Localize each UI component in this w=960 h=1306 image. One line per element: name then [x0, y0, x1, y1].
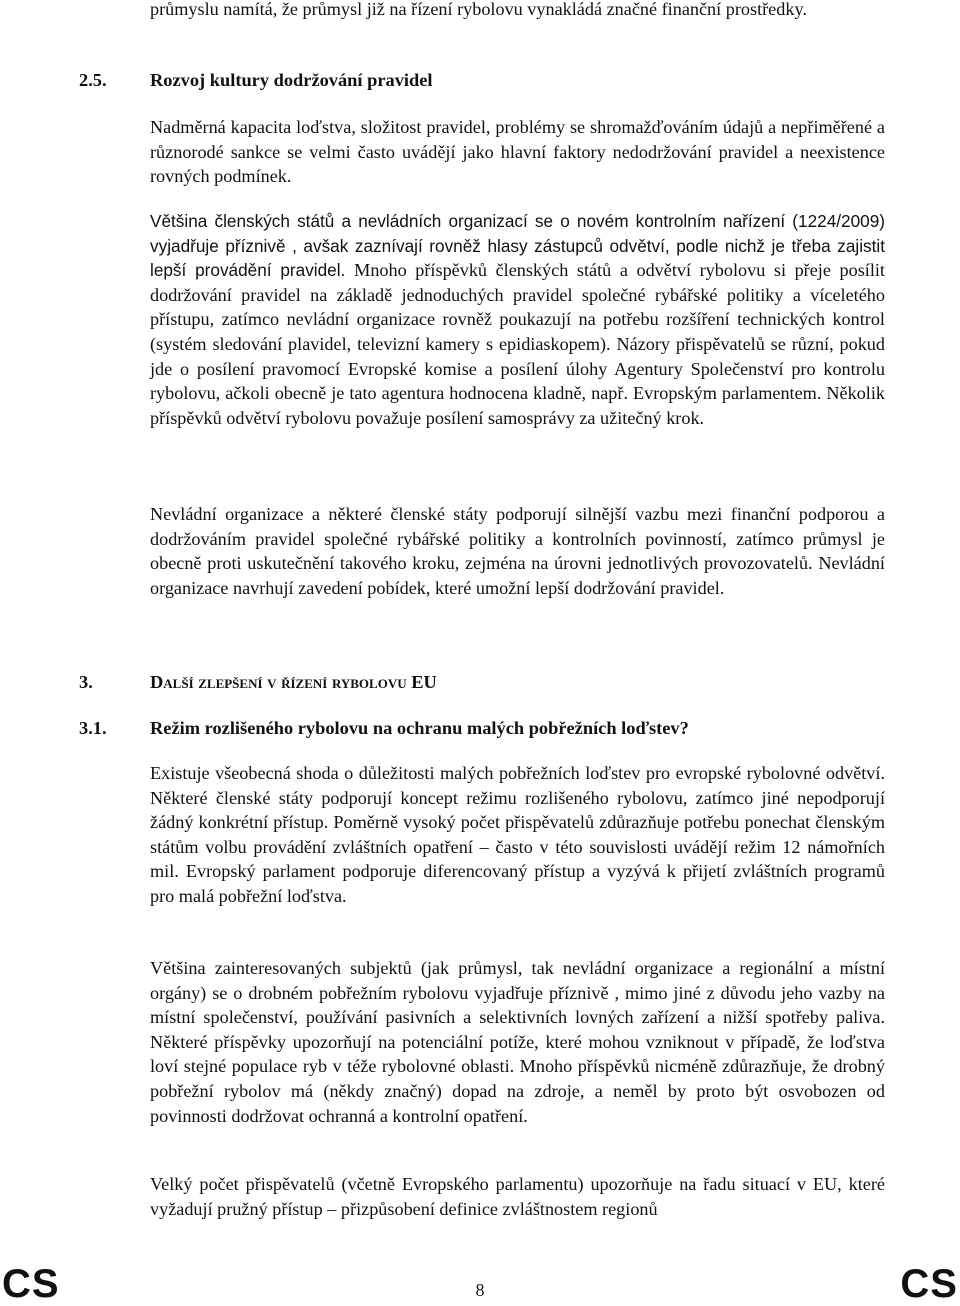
paragraph-flexible-approach: Velký počet přispěvatelů (včetně Evropského parlamentu) upozorňuje na řadu situací v EU, které vyžadují pružný přístup – přizpůsobení definice zvláštnostem regionů: [150, 1174, 885, 1219]
section-number-3: 3.: [79, 672, 93, 692]
paragraph-control-regulation: [150, 209, 885, 430]
section-number-3-1: 3.1.: [79, 718, 107, 738]
section-heading-2-5: Rozvoj kultury dodržování pravidel: [150, 70, 433, 90]
paragraph-causes: Nadměrná kapacita loďstva, složitost pravidel, problémy se shromažďováním údajů a nepřiměřené a různorodé sankce se velmi často uvádějí jako hlavní faktory nedodržování pravidel a neexistence rovných podmínek.: [150, 117, 885, 187]
paragraph-small-coastal-fleets: Existuje všeobecná shoda o důležitosti malých pobřežních loďstev pro evropské rybolovné odvětví. Některé členské státy podporují koncept režimu rozlišeného rybolovu, zatímco jiné nepodporují žádný konkrétní přístup. Poměrně vysoký počet přispěvatelů zdůrazňuje potřebu ponechat členským státům volbu provádění zvláštních opatření – často v této souvislosti uvádějí režim 12 námořních mil. Evropský parlament podporuje diferencovaný přístup a vyzývá k přijetí zvláštních programů pro malá pobřežní loďstva.: [150, 763, 885, 906]
page-number: 8: [475, 1280, 485, 1300]
paragraph-stakeholders: Většina zainteresovaných subjektů (jak průmysl, tak nevládní organizace a regionální a místní orgány) se o drobném pobřežním rybolovu vyjadřuje příznivě , mimo jiné z důvodu jeho vazby na místní společenství, používání pasivních a selektivních lovných zařízení a nižší spotřeby paliva. Některé příspěvky upozorňují na potenciální potíže, které mohou vzniknout v případě, že loďstva loví stejné populace ryb v téže rybolovné oblasti. Mnoho příspěvků nicméně zdůrazňuje, že drobný pobřežní rybolov má (někdy značný) dopad na zdroje, a neměl by proto být osvobozen od povinnosti dodržovat ochranná a kontrolní opatření.: [150, 958, 885, 1126]
paragraph-control-regulation-serif-part: Mnoho příspěvků členských států a odvětví rybolovu si přeje posílit dodržování pravidel na základě jednoduchých pravidel společné rybářské politiky a víceletého přístupu, zatímco nevládní organizace rovněž poukazují na potřebu rozšíření technických kontrol (systém sledování plavidel, televizní kamery s epidiaskopem). Názory přispěvatelů se různí, pokud jde o posílení pravomocí Evropské komise a posílení úlohy Agentury Společenství pro kontrolu rybolovu, ačkoli obecně je tato agentura hodnocena kladně, např. Evropským parlamentem. Několik příspěvků odvětví rybolovu považuje posílení samosprávy za užitečný krok.: [150, 260, 885, 428]
footer-language-code-left: CS: [2, 1262, 60, 1306]
section-heading-3-initial: D: [150, 672, 164, 692]
section-number-2-5: 2.5.: [79, 70, 107, 90]
section-heading-3-smallcaps: alší zlepšení v řízení rybolovu: [163, 672, 407, 692]
section-heading-3: [150, 670, 437, 694]
section-heading-3-1: Režim rozlišeného rybolovu na ochranu malých pobřežních loďstev?: [150, 718, 689, 738]
section-heading-3-eu: EU: [411, 672, 437, 692]
paragraph-ngo-support: Nevládní organizace a některé členské státy podporují silnější vazbu mezi finanční podporou a dodržováním pravidel společné rybářské politiky a kontrolních povinností, zatímco průmysl je obecně proti uskutečnění takového kroku, zejména na úrovni jednotlivých provozovatelů. Nevládní organizace navrhují zavedení pobídek, které umožní lepší dodržování pravidel.: [150, 504, 885, 598]
paragraph-control-regulation-sans-part: Většina členských států a nevládních organizací se o novém kontrolním nařízení (1224/2009) vyjadřuje příznivě , avšak zaznívají rovněž hlasy zástupců odvětví, podle nichž je třeba zajistit lepší provádění pravidel.: [150, 211, 885, 281]
footer-language-code-right: CS: [900, 1262, 958, 1306]
paragraph-continued: průmyslu namítá, že průmysl již na řízení rybolovu vynakládá značné finanční prostředky.: [150, 0, 807, 19]
